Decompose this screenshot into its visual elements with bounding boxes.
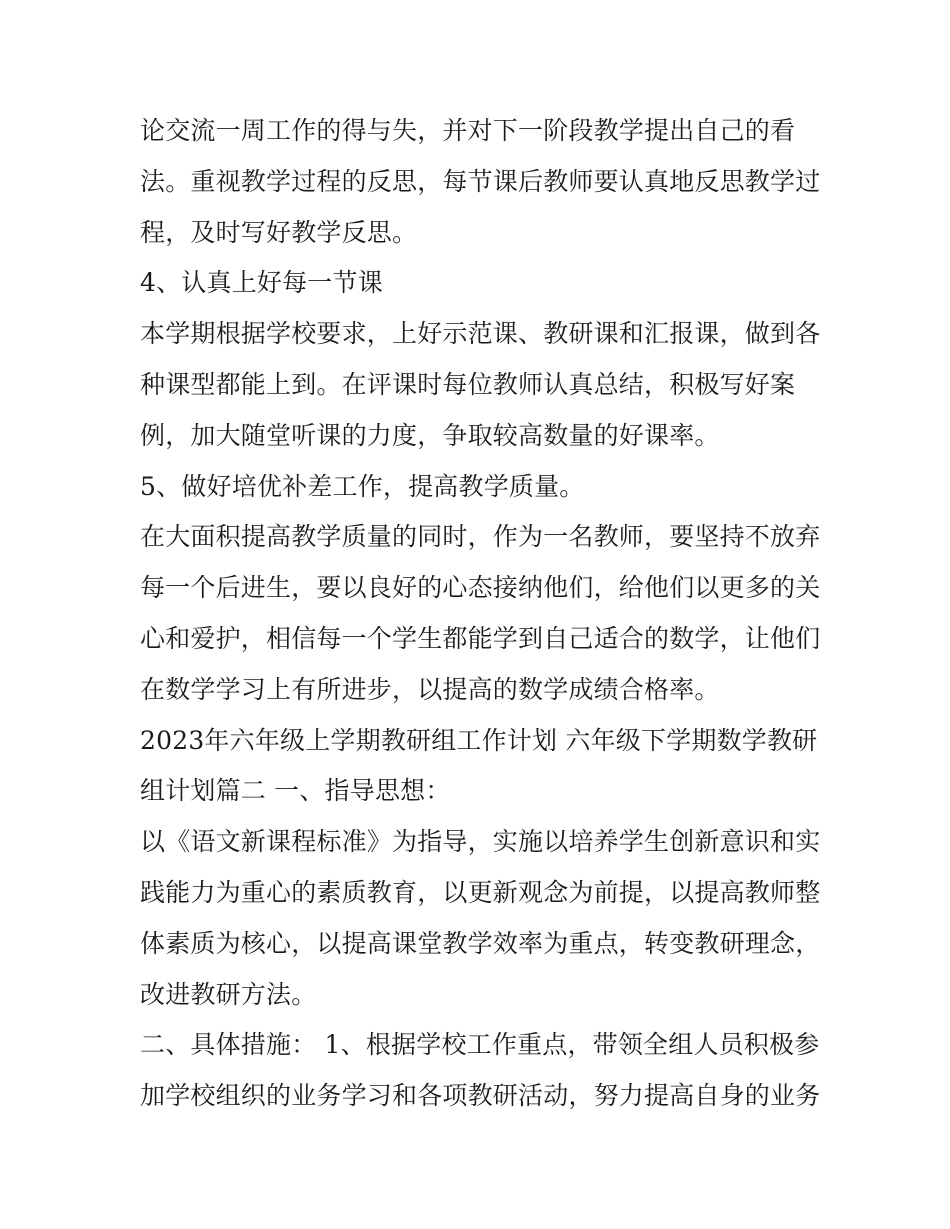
text-line: 体素质为核心，以提高课堂教学效率为重点，转变教研理念， — [140, 928, 821, 958]
text-line: 以《语文新课程标准》为指导，实施以培养学生创新意识和实 — [140, 827, 821, 857]
body-text — [140, 106, 830, 1122]
text-line: 践能力为重心的素质教育，以更新观念为前提，以提高教师整 — [140, 877, 821, 907]
text-line: 例，加大随堂听课的力度，争取较高数量的好课率。 — [140, 420, 720, 450]
text-line: 本学期根据学校要求，上好示范课、教研课和汇报课，做到各 — [140, 319, 821, 349]
text-line: 2023年六年级上学期教研组工作计划 六年级下学期数学教研 — [140, 725, 818, 755]
text-line: 论交流一周工作的得与失，并对下一阶段教学提出自己的看 — [140, 116, 796, 145]
text-line: 每一个后进生，要以良好的心态接纳他们，给他们以更多的关 — [140, 573, 821, 603]
text-line: 程，及时写好教学反思。 — [140, 217, 418, 247]
text-line: 加学校组织的业务学习和各项教研活动，努力提高自身的业务 — [140, 1081, 821, 1111]
text-line: 组计划篇二 一、指导思想： — [140, 776, 451, 806]
text-line: 改进教研方法。 — [140, 979, 317, 1009]
text-line: 种课型都能上到。在评课时每位教师认真总结，积极写好案 — [140, 369, 796, 399]
text-line: 心和爱护，相信每一个学生都能学到自己适合的数学，让他们 — [140, 623, 821, 653]
text-line: 在大面积提高教学质量的同时，作为一名教师，要坚持不放弃 — [140, 522, 821, 552]
text-line: 法。重视教学过程的反思，每节课后教师要认真地反思教学过 — [140, 166, 821, 196]
text-line: 二、具体措施： 1、根据学校工作重点，带领全组人员积极参 — [140, 1030, 820, 1060]
text-line: 在数学学习上有所进步，以提高的数学成绩合格率。 — [140, 674, 720, 704]
section-heading: 4、认真上好每一节课 — [140, 268, 383, 298]
section-heading: 5、做好培优补差工作，提高教学质量。 — [140, 471, 585, 501]
